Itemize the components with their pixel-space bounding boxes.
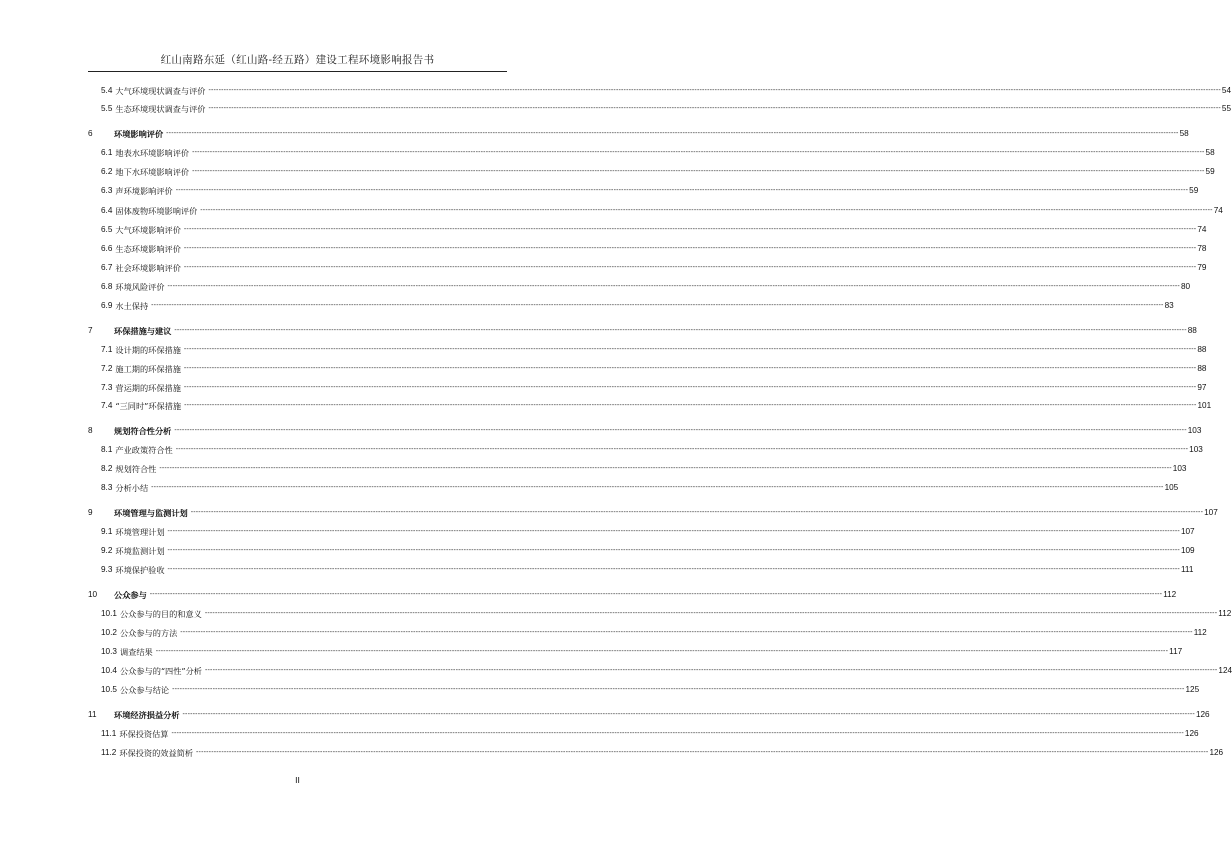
toc-leader-dots: ----------------------------------------------------------------------------------------------------------------------------------------------------------------------------------------------------------------------------------------------------------------------------------------------------------------------------------------------------------------------------------------------------------------	[159, 465, 1172, 472]
toc-leader-dots: ----------------------------------------------------------------------------------------------------------------------------------------------------------------------------------------------------------------------------------------------------------------------------------------------------------------------------------------------------------------------------------------------------------------	[167, 547, 1180, 554]
toc-section-entry[interactable]	[88, 664, 1232, 676]
toc-entry-page: 59	[1189, 186, 1199, 195]
toc-leader-dots: ----------------------------------------------------------------------------------------------------------------------------------------------------------------------------------------------------------------------------------------------------------------------------------------------------------------------------------------------------------------------------------------------------------------	[208, 87, 1221, 94]
toc-entry-page: 112	[1163, 590, 1177, 599]
toc-section-entry[interactable]	[88, 184, 1199, 196]
toc-entry-number: 6.2	[101, 167, 113, 176]
toc-leader-dots: ----------------------------------------------------------------------------------------------------------------------------------------------------------------------------------------------------------------------------------------------------------------------------------------------------------------------------------------------------------------------------------------------------------------	[204, 610, 1218, 617]
toc-leader-dots: ----------------------------------------------------------------------------------------------------------------------------------------------------------------------------------------------------------------------------------------------------------------------------------------------------------------------------------------------------------------------------------------------------------------	[167, 528, 1180, 535]
toc-entry-number: 11.2	[101, 748, 117, 757]
toc-entry-number: 10	[88, 590, 98, 599]
toc-entry-number: 8.1	[101, 445, 113, 454]
toc-section-entry[interactable]	[88, 746, 1224, 758]
toc-entry-number: 7.4	[101, 401, 113, 410]
toc-entry-page: 80	[1180, 282, 1191, 291]
toc-entry-title: 环境经济损益分析	[114, 710, 180, 720]
toc-entry-number: 6	[88, 129, 93, 138]
toc-entry-title: 地表水环境影响评价	[115, 148, 190, 158]
toc-entry-page: 124	[1218, 666, 1232, 675]
toc-section-entry[interactable]	[88, 146, 1215, 158]
toc-chapter-entry[interactable]	[88, 424, 1202, 436]
toc-entry-title: 声环境影响评价	[115, 186, 173, 196]
toc-entry-title: 产业政策符合性	[115, 445, 173, 455]
toc-entry-page: 54	[1221, 86, 1231, 95]
toc-entry-number: 9	[88, 508, 93, 517]
toc-entry-number: 6.1	[101, 148, 113, 157]
toc-leader-dots: ----------------------------------------------------------------------------------------------------------------------------------------------------------------------------------------------------------------------------------------------------------------------------------------------------------------------------------------------------------------------------------------------------------------	[183, 226, 1197, 233]
toc-entry-page: 101	[1197, 401, 1212, 410]
toc-section-entry[interactable]	[88, 102, 1231, 114]
toc-section-entry[interactable]	[88, 165, 1215, 177]
toc-leader-dots: ----------------------------------------------------------------------------------------------------------------------------------------------------------------------------------------------------------------------------------------------------------------------------------------------------------------------------------------------------------------------------------------------------------------	[180, 629, 1193, 636]
toc-section-entry[interactable]	[88, 299, 1174, 311]
toc-entry-title: 固体废物环境影响评价	[115, 206, 198, 216]
toc-entry-number: 6.6	[101, 244, 113, 253]
toc-section-entry[interactable]	[88, 462, 1187, 474]
toc-entry-page: 83	[1164, 301, 1174, 310]
toc-entry-number: 7	[88, 326, 93, 335]
toc-entry-page: 58	[1205, 148, 1215, 157]
toc-leader-dots: ----------------------------------------------------------------------------------------------------------------------------------------------------------------------------------------------------------------------------------------------------------------------------------------------------------------------------------------------------------------------------------------------------------------	[190, 509, 1204, 516]
toc-section-entry[interactable]	[88, 626, 1207, 638]
toc-leader-dots: ----------------------------------------------------------------------------------------------------------------------------------------------------------------------------------------------------------------------------------------------------------------------------------------------------------------------------------------------------------------------------------------------------------------	[167, 283, 1180, 290]
toc-leader-dots: ----------------------------------------------------------------------------------------------------------------------------------------------------------------------------------------------------------------------------------------------------------------------------------------------------------------------------------------------------------------------------------------------------------------	[175, 187, 1189, 194]
toc-section-entry[interactable]	[88, 204, 1223, 216]
toc-entry-title: 设计期的环保措施	[115, 345, 181, 355]
toc-section-entry[interactable]	[88, 683, 1200, 695]
toc-chapter-entry[interactable]	[88, 708, 1210, 720]
toc-entry-title: 环保投资估算	[119, 729, 169, 739]
toc-entry-page: 103	[1187, 426, 1202, 435]
toc-entry-page: 111	[1180, 565, 1194, 574]
toc-entry-page: 88	[1197, 345, 1207, 354]
toc-leader-dots: ----------------------------------------------------------------------------------------------------------------------------------------------------------------------------------------------------------------------------------------------------------------------------------------------------------------------------------------------------------------------------------------------------------------	[174, 427, 1187, 434]
toc-leader-dots: ----------------------------------------------------------------------------------------------------------------------------------------------------------------------------------------------------------------------------------------------------------------------------------------------------------------------------------------------------------------------------------------------------------------	[183, 245, 1197, 252]
toc-leader-dots: ----------------------------------------------------------------------------------------------------------------------------------------------------------------------------------------------------------------------------------------------------------------------------------------------------------------------------------------------------------------------------------------------------------------	[192, 168, 1205, 175]
toc-entry-title: 施工期的环保措施	[115, 364, 181, 374]
toc-section-entry[interactable]	[88, 381, 1207, 393]
toc-entry-number: 5.5	[101, 104, 113, 113]
toc-entry-number: 11.1	[101, 729, 117, 738]
toc-entry-page: 88	[1187, 326, 1197, 335]
toc-entry-page: 107	[1204, 508, 1218, 517]
toc-entry-number: 10.1	[101, 609, 117, 618]
toc-leader-dots: ----------------------------------------------------------------------------------------------------------------------------------------------------------------------------------------------------------------------------------------------------------------------------------------------------------------------------------------------------------------------------------------------------------------	[171, 730, 1184, 737]
toc-entry-title: 调查结果	[119, 647, 153, 657]
toc-entry-number: 10.4	[101, 666, 117, 675]
toc-leader-dots: ----------------------------------------------------------------------------------------------------------------------------------------------------------------------------------------------------------------------------------------------------------------------------------------------------------------------------------------------------------------------------------------------------------------	[183, 346, 1197, 353]
toc-section-entry[interactable]	[88, 727, 1199, 739]
toc-leader-dots: ----------------------------------------------------------------------------------------------------------------------------------------------------------------------------------------------------------------------------------------------------------------------------------------------------------------------------------------------------------------------------------------------------------------	[184, 402, 1197, 409]
toc-entry-page: 55	[1221, 104, 1231, 113]
toc-entry-page: 109	[1180, 546, 1195, 555]
toc-leader-dots: ----------------------------------------------------------------------------------------------------------------------------------------------------------------------------------------------------------------------------------------------------------------------------------------------------------------------------------------------------------------------------------------------------------------	[183, 264, 1197, 271]
toc-entry-number: 10.5	[101, 685, 117, 694]
toc-entry-title: 环保措施与建议	[114, 326, 172, 336]
toc-entry-page: 126	[1209, 748, 1224, 757]
toc-leader-dots: ----------------------------------------------------------------------------------------------------------------------------------------------------------------------------------------------------------------------------------------------------------------------------------------------------------------------------------------------------------------------------------------------------------------	[149, 591, 1163, 598]
toc-entry-title: 环境保护验收	[115, 565, 165, 575]
toc-entry-title: 水土保持	[115, 301, 149, 311]
toc-section-entry[interactable]	[88, 525, 1195, 537]
toc-entry-title: 大气环境影响评价	[115, 225, 181, 235]
toc-chapter-entry[interactable]	[88, 324, 1197, 336]
toc-leader-dots: ----------------------------------------------------------------------------------------------------------------------------------------------------------------------------------------------------------------------------------------------------------------------------------------------------------------------------------------------------------------------------------------------------------------	[196, 749, 1209, 756]
toc-entry-number: 6.5	[101, 225, 113, 234]
toc-entry-page: 112	[1218, 609, 1232, 618]
toc-section-entry[interactable]	[88, 242, 1207, 254]
toc-entry-number: 6.9	[101, 301, 113, 310]
toc-entry-page: 112	[1193, 628, 1207, 637]
toc-leader-dots: ----------------------------------------------------------------------------------------------------------------------------------------------------------------------------------------------------------------------------------------------------------------------------------------------------------------------------------------------------------------------------------------------------------------	[166, 130, 1179, 137]
toc-entry-page: 58	[1179, 129, 1189, 138]
toc-entry-title: 公众参与的方法	[119, 628, 178, 638]
toc-section-entry[interactable]	[88, 280, 1191, 292]
toc-section-entry[interactable]	[88, 645, 1183, 657]
toc-entry-title: 大气环境现状调查与评价	[115, 86, 206, 96]
toc-entry-title: 环境风险评价	[115, 282, 165, 292]
toc-entry-number: 8.3	[101, 483, 113, 492]
toc-section-entry[interactable]	[88, 362, 1207, 374]
toc-entry-number: 11	[88, 710, 97, 719]
toc-entry-title: 公众参与	[114, 590, 147, 600]
toc-entry-title: 营运期的环保措施	[115, 383, 181, 393]
toc-entry-title: 规划符合性分析	[114, 426, 172, 436]
toc-section-entry[interactable]	[88, 607, 1232, 619]
toc-entry-number: 9.3	[101, 565, 113, 574]
toc-entry-number: 6.3	[101, 186, 113, 195]
toc-entry-number: 7.2	[101, 364, 113, 373]
toc-entry-title: 环境监测计划	[115, 546, 165, 556]
page-number: II	[295, 775, 300, 785]
toc-entry-title: “三同时”环保措施	[115, 401, 182, 411]
toc-entry-number: 9.1	[101, 527, 113, 536]
toc-entry-page: 88	[1197, 364, 1207, 373]
toc-section-entry[interactable]	[88, 481, 1179, 493]
toc-leader-dots: ----------------------------------------------------------------------------------------------------------------------------------------------------------------------------------------------------------------------------------------------------------------------------------------------------------------------------------------------------------------------------------------------------------------	[174, 327, 1187, 334]
toc-section-entry[interactable]	[88, 223, 1207, 235]
toc-leader-dots: ----------------------------------------------------------------------------------------------------------------------------------------------------------------------------------------------------------------------------------------------------------------------------------------------------------------------------------------------------------------------------------------------------------------	[208, 105, 1221, 112]
toc-entry-page: 117	[1169, 647, 1183, 656]
toc-entry-page: 103	[1172, 464, 1187, 473]
toc-leader-dots: ----------------------------------------------------------------------------------------------------------------------------------------------------------------------------------------------------------------------------------------------------------------------------------------------------------------------------------------------------------------------------------------------------------------	[172, 686, 1185, 693]
toc-entry-title: 环境影响评价	[114, 129, 164, 139]
toc-entry-title: 环保投资的效益简析	[119, 748, 194, 758]
toc-entry-title: 环境管理计划	[115, 527, 165, 537]
page-header: 红山南路东延（红山路-经五路）建设工程环境影响报告书	[160, 54, 435, 66]
toc-entry-title: 规划符合性	[115, 464, 157, 474]
toc-section-entry[interactable]	[88, 343, 1207, 355]
toc-entry-page: 97	[1197, 383, 1207, 392]
toc-entry-number: 10.3	[101, 647, 117, 656]
toc-entry-title: 生态环境现状调查与评价	[115, 104, 206, 114]
toc-leader-dots: ----------------------------------------------------------------------------------------------------------------------------------------------------------------------------------------------------------------------------------------------------------------------------------------------------------------------------------------------------------------------------------------------------------------	[183, 384, 1197, 391]
toc-leader-dots: ----------------------------------------------------------------------------------------------------------------------------------------------------------------------------------------------------------------------------------------------------------------------------------------------------------------------------------------------------------------------------------------------------------------	[205, 667, 1218, 674]
toc-section-entry[interactable]	[88, 261, 1207, 273]
toc-leader-dots: ----------------------------------------------------------------------------------------------------------------------------------------------------------------------------------------------------------------------------------------------------------------------------------------------------------------------------------------------------------------------------------------------------------------	[200, 207, 1213, 214]
toc-leader-dots: ----------------------------------------------------------------------------------------------------------------------------------------------------------------------------------------------------------------------------------------------------------------------------------------------------------------------------------------------------------------------------------------------------------------	[175, 446, 1189, 453]
toc-leader-dots: ----------------------------------------------------------------------------------------------------------------------------------------------------------------------------------------------------------------------------------------------------------------------------------------------------------------------------------------------------------------------------------------------------------------	[192, 149, 1205, 156]
toc-leader-dots: ----------------------------------------------------------------------------------------------------------------------------------------------------------------------------------------------------------------------------------------------------------------------------------------------------------------------------------------------------------------------------------------------------------------	[155, 648, 1169, 655]
toc-entry-number: 9.2	[101, 546, 113, 555]
toc-section-entry[interactable]	[88, 563, 1194, 575]
toc-entry-page: 74	[1213, 206, 1223, 215]
toc-chapter-entry[interactable]	[88, 127, 1189, 139]
toc-entry-title: 社会环境影响评价	[115, 263, 181, 273]
toc-chapter-entry[interactable]	[88, 588, 1177, 600]
toc-leader-dots: ----------------------------------------------------------------------------------------------------------------------------------------------------------------------------------------------------------------------------------------------------------------------------------------------------------------------------------------------------------------------------------------------------------------	[151, 302, 1164, 309]
toc-entry-page: 105	[1164, 483, 1179, 492]
toc-entry-title: 生态环境影响评价	[115, 244, 181, 254]
toc-entry-page: 74	[1197, 225, 1207, 234]
toc-leader-dots: ----------------------------------------------------------------------------------------------------------------------------------------------------------------------------------------------------------------------------------------------------------------------------------------------------------------------------------------------------------------------------------------------------------------	[183, 365, 1197, 372]
toc-entry-title: 环境管理与监测计划	[114, 508, 188, 518]
toc-entry-number: 7.3	[101, 383, 113, 392]
toc-entry-page: 103	[1189, 445, 1203, 454]
toc-entry-page: 79	[1197, 263, 1207, 272]
toc-entry-number: 5.4	[101, 86, 113, 95]
toc-entry-page: 126	[1195, 710, 1210, 719]
toc-chapter-entry[interactable]	[88, 506, 1218, 518]
toc-entry-page: 78	[1197, 244, 1207, 253]
toc-section-entry[interactable]	[88, 84, 1231, 96]
toc-entry-title: 公众参与结论	[119, 685, 170, 695]
toc-entry-page: 107	[1180, 527, 1195, 536]
toc-entry-page: 125	[1185, 685, 1200, 694]
toc-entry-page: 126	[1184, 729, 1199, 738]
toc-entry-number: 6.8	[101, 282, 113, 291]
toc-entry-page: 59	[1205, 167, 1215, 176]
toc-entry-number: 10.2	[101, 628, 117, 637]
toc-entry-title: 公众参与的目的和意义	[119, 609, 202, 619]
toc-section-entry[interactable]	[88, 443, 1203, 455]
toc-leader-dots: ----------------------------------------------------------------------------------------------------------------------------------------------------------------------------------------------------------------------------------------------------------------------------------------------------------------------------------------------------------------------------------------------------------------	[182, 711, 1195, 718]
toc-section-entry[interactable]	[88, 544, 1195, 556]
toc-entry-number: 8	[88, 426, 93, 435]
toc-entry-number: 7.1	[101, 345, 113, 354]
toc-leader-dots: ----------------------------------------------------------------------------------------------------------------------------------------------------------------------------------------------------------------------------------------------------------------------------------------------------------------------------------------------------------------------------------------------------------------	[167, 566, 1180, 573]
toc-entry-title: 公众参与的“四性”分析	[119, 666, 202, 676]
toc-entry-title: 分析小结	[115, 483, 149, 493]
toc-entry-number: 8.2	[101, 464, 113, 473]
toc-entry-number: 6.7	[101, 263, 113, 272]
toc-entry-title: 地下水环境影响评价	[115, 167, 190, 177]
toc-leader-dots: ----------------------------------------------------------------------------------------------------------------------------------------------------------------------------------------------------------------------------------------------------------------------------------------------------------------------------------------------------------------------------------------------------------------	[151, 484, 1164, 491]
toc-entry-number: 6.4	[101, 206, 113, 215]
toc-section-entry[interactable]	[88, 399, 1212, 411]
